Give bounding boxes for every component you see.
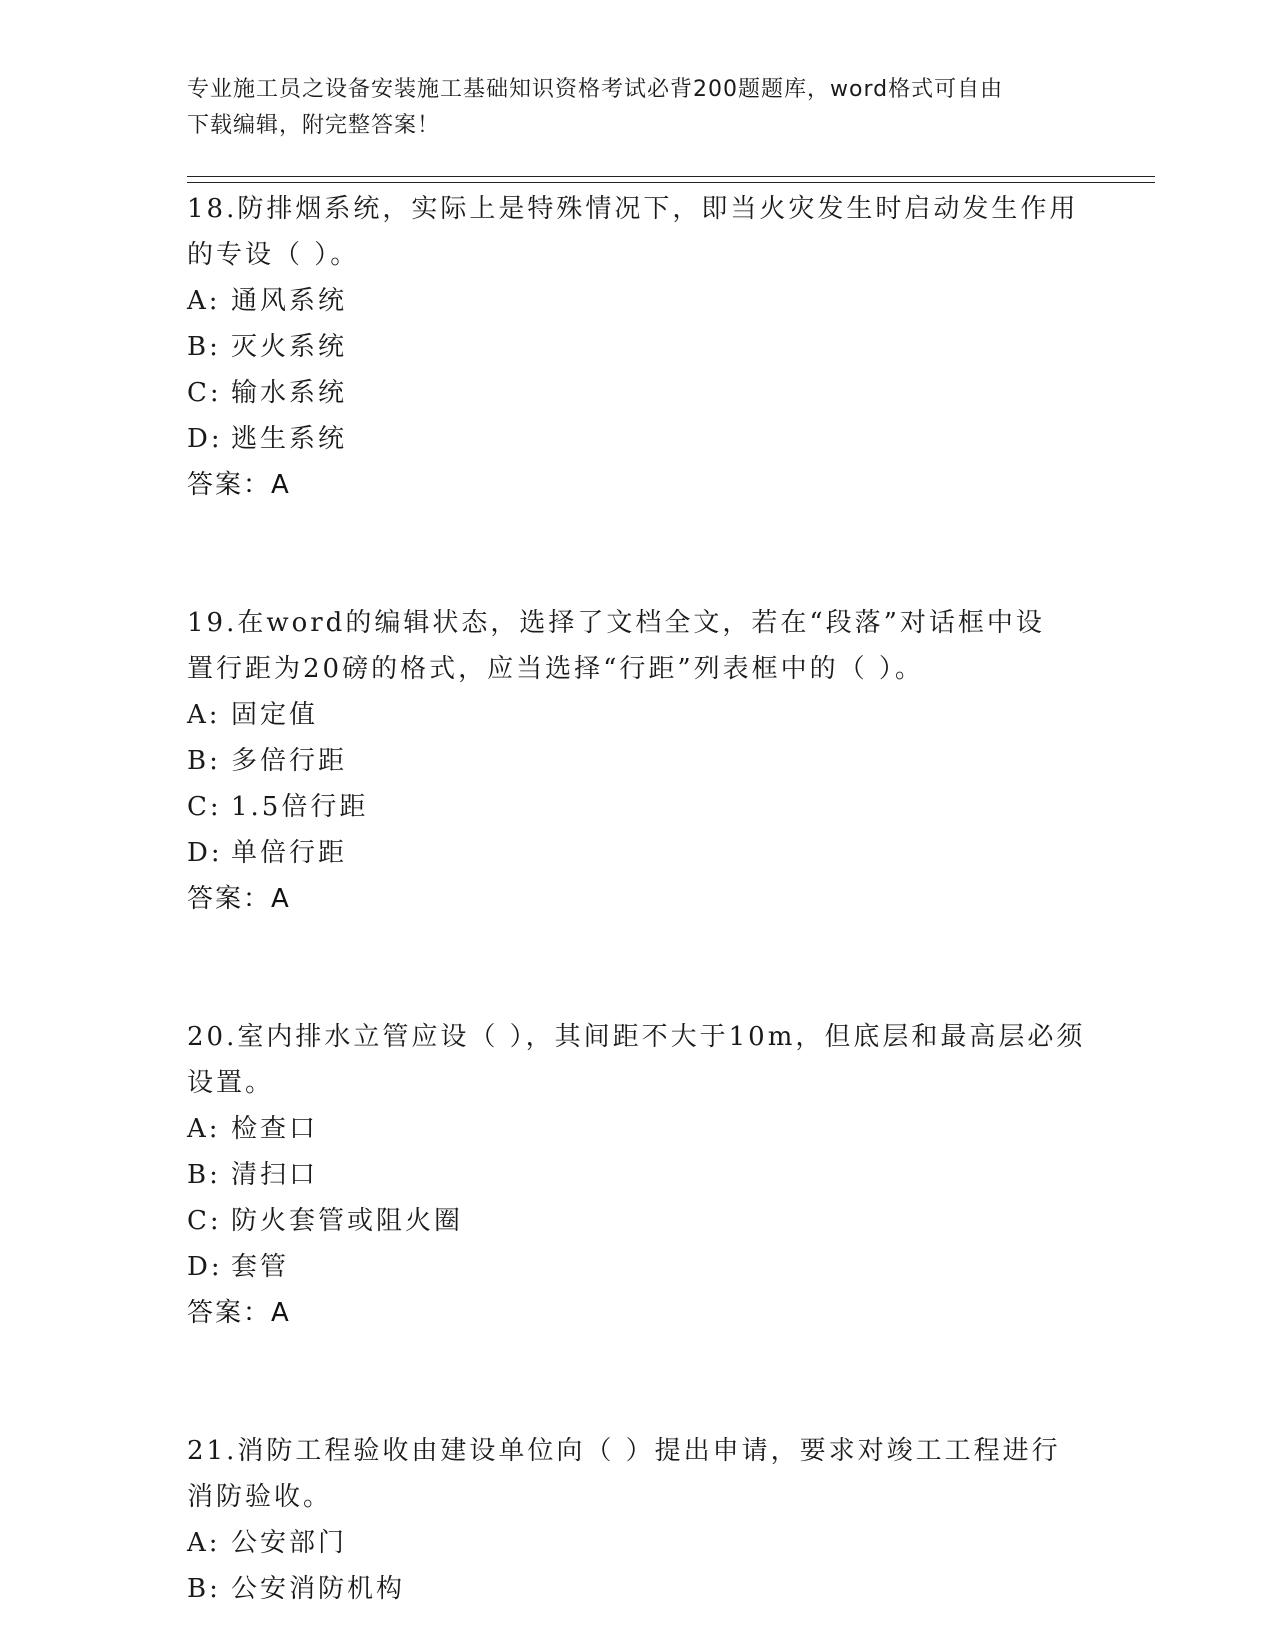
option-c <box>187 1198 1087 1244</box>
option-key: B: <box>187 1160 221 1190</box>
option-text: 多倍行距 <box>231 746 348 776</box>
option-b <box>187 738 1087 784</box>
option-text: 公安消防机构 <box>231 1574 406 1604</box>
option-key: B: <box>187 332 221 362</box>
option-b <box>187 1152 1087 1198</box>
option-key: C: <box>187 1206 222 1236</box>
question-stem-line: 20.室内排水立管应设（ ），其间距不大于10m，但底层和最高层必须 <box>187 1022 1086 1052</box>
option-key: A: <box>187 700 221 730</box>
option-key: A: <box>187 1114 221 1144</box>
question-spacer <box>187 922 1087 1014</box>
option-b <box>187 324 1087 370</box>
answer-label: 答案：A <box>187 1298 291 1328</box>
question-list <box>187 186 1087 1612</box>
option-text: 固定值 <box>231 700 319 730</box>
question-stem-line: 19.在word的编辑状态，选择了文档全文，若在“段落”对话框中设 <box>187 608 1045 638</box>
option-a <box>187 692 1087 738</box>
option-c <box>187 784 1087 830</box>
question-stem-line: 置行距为20磅的格式，应当选择“行距”列表框中的（ ）。 <box>187 654 924 684</box>
option-d <box>187 830 1087 876</box>
option-d <box>187 416 1087 462</box>
option-d <box>187 1244 1087 1290</box>
question-18 <box>187 186 1087 508</box>
option-text: 输水系统 <box>231 378 348 408</box>
option-key: A: <box>187 286 221 316</box>
option-text: 逃生系统 <box>231 424 348 454</box>
option-text: 清扫口 <box>231 1160 319 1190</box>
option-text: 1.5倍行距 <box>231 792 369 822</box>
option-key: D: <box>187 424 223 454</box>
option-a <box>187 1106 1087 1152</box>
option-key: C: <box>187 378 222 408</box>
option-c <box>187 370 1087 416</box>
option-text: 检查口 <box>231 1114 319 1144</box>
question-stem-line: 21.消防工程验收由建设单位向（ ）提出申请，要求对竣工工程进行 <box>187 1436 1061 1466</box>
question-spacer <box>187 508 1087 600</box>
question-stem-line: 的专设（ ）。 <box>187 240 360 270</box>
option-key: B: <box>187 746 221 776</box>
option-key: D: <box>187 838 223 868</box>
question-stem-line: 18.防排烟系统，实际上是特殊情况下，即当火灾发生时启动发生作用 <box>187 194 1079 224</box>
option-key: A: <box>187 1528 221 1558</box>
question-stem-line: 设置。 <box>187 1068 275 1098</box>
question-spacer <box>187 1336 1087 1428</box>
option-b <box>187 1566 1087 1612</box>
question-stem-line: 消防验收。 <box>187 1482 333 1512</box>
option-a <box>187 278 1087 324</box>
option-key: B: <box>187 1574 221 1604</box>
option-text: 公安部门 <box>231 1528 348 1558</box>
option-a <box>187 1520 1087 1566</box>
document-header <box>187 72 1087 144</box>
option-text: 防火套管或阻火圈 <box>231 1206 464 1236</box>
answer-label: 答案：A <box>187 470 291 500</box>
option-text: 通风系统 <box>231 286 348 316</box>
header-line-2: 下载编辑，附完整答案！ <box>187 113 441 138</box>
answer-label: 答案：A <box>187 884 291 914</box>
header-divider-bottom <box>187 182 1155 183</box>
question-19 <box>187 600 1087 922</box>
header-divider-top <box>187 176 1155 177</box>
option-key: C: <box>187 792 222 822</box>
question-20 <box>187 1014 1087 1336</box>
header-line-1: 专业施工员之设备安装施工基础知识资格考试必背200题题库，word格式可自由 <box>187 77 1004 102</box>
option-key: D: <box>187 1252 223 1282</box>
option-text: 套管 <box>231 1252 290 1282</box>
question-21 <box>187 1428 1087 1612</box>
option-text: 单倍行距 <box>231 838 348 868</box>
option-text: 灭火系统 <box>231 332 348 362</box>
